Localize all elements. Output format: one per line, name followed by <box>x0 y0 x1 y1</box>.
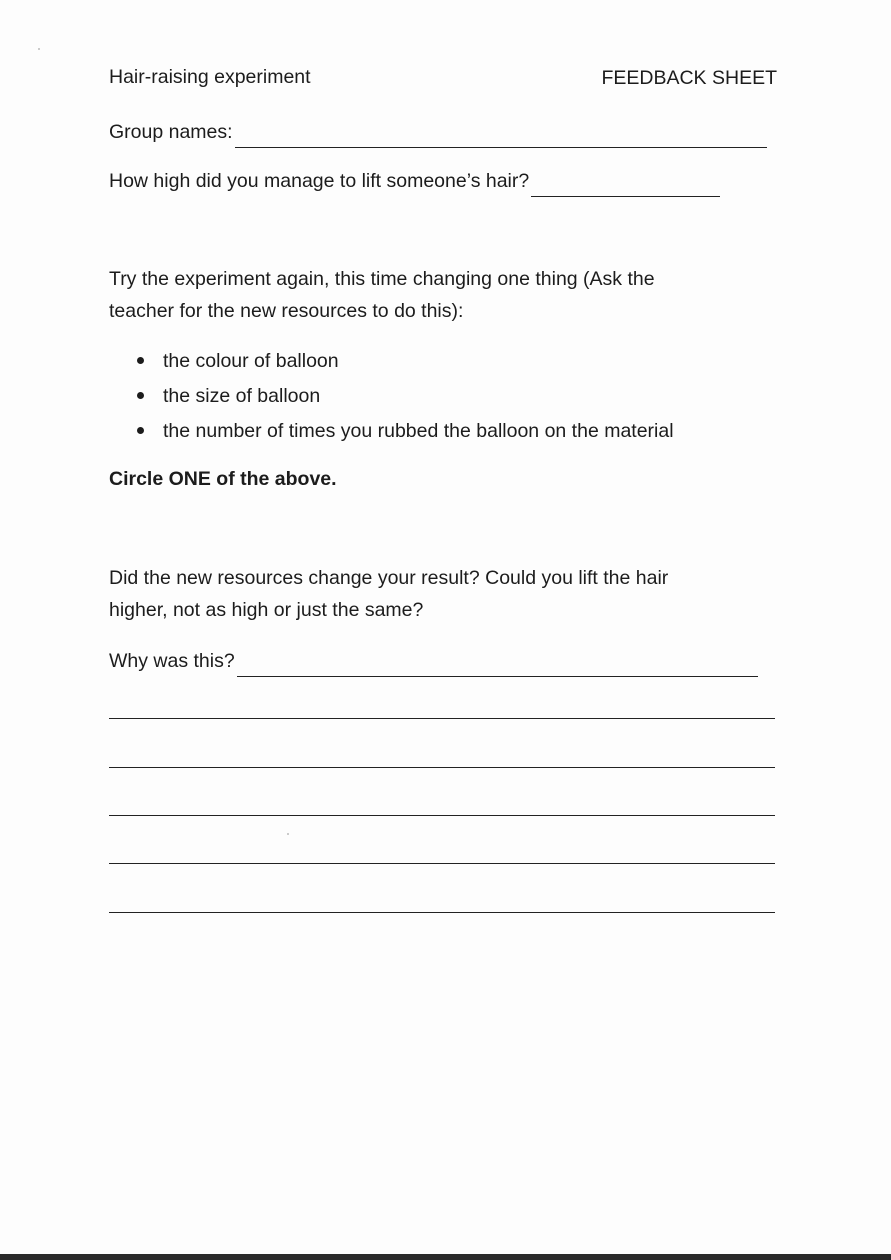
worksheet-title: Hair-raising experiment <box>109 66 311 88</box>
answer-line[interactable] <box>109 767 775 768</box>
option-balloon-colour[interactable] <box>137 346 674 381</box>
change-options-list <box>137 346 674 451</box>
hair-height-row <box>109 165 720 197</box>
answer-line[interactable] <box>109 815 775 816</box>
bullet-icon <box>137 427 144 434</box>
circle-instruction: Circle ONE of the above. <box>109 468 337 490</box>
result-question <box>109 562 668 626</box>
option-label: the colour of balloon <box>163 350 339 372</box>
try-again-line-1: Try the experiment again, this time changing one thing (Ask the <box>109 268 655 290</box>
bullet-icon <box>137 392 144 399</box>
option-label: the size of balloon <box>163 385 321 407</box>
why-field[interactable] <box>237 652 758 677</box>
hair-height-field[interactable] <box>531 172 720 197</box>
result-question-line-2: higher, not as high or just the same? <box>109 599 424 621</box>
scan-speck <box>287 833 289 835</box>
sheet-type-label: FEEDBACK SHEET <box>601 67 777 89</box>
group-names-field[interactable] <box>235 123 767 148</box>
group-names-label: Group names: <box>109 121 233 143</box>
why-row <box>109 645 758 677</box>
bullet-icon <box>137 357 144 364</box>
why-label: Why was this? <box>109 650 235 672</box>
answer-line[interactable] <box>109 912 775 913</box>
scan-bottom-edge <box>0 1254 891 1260</box>
answer-line[interactable] <box>109 863 775 864</box>
answer-line[interactable] <box>109 718 775 719</box>
hair-height-question: How high did you manage to lift someone’s hair? <box>109 170 530 192</box>
option-rub-count[interactable] <box>137 416 674 451</box>
group-names-row <box>109 116 767 148</box>
scan-speck <box>38 48 40 50</box>
option-balloon-size[interactable] <box>137 381 674 416</box>
result-question-line-1: Did the new resources change your result? Could you lift the hair <box>109 567 669 589</box>
try-again-instructions <box>109 263 655 327</box>
try-again-line-2: teacher for the new resources to do this): <box>109 300 464 322</box>
option-label: the number of times you rubbed the balloon on the material <box>163 420 674 442</box>
